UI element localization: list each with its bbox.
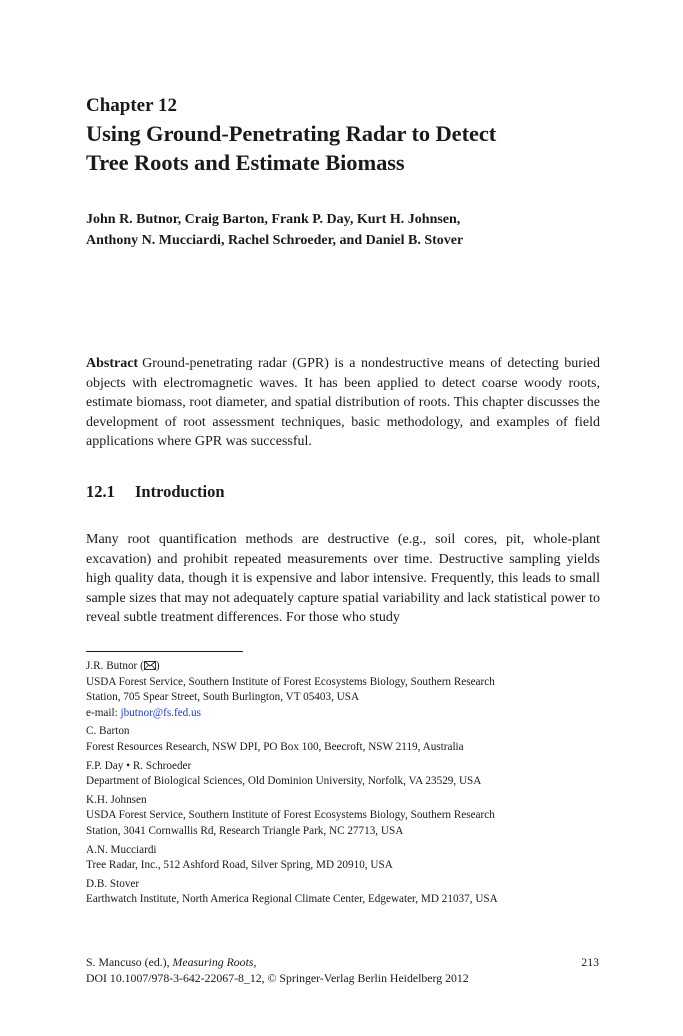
email-line: e-mail: jbutnor@fs.fed.us bbox=[86, 706, 202, 719]
section-body: Many root quantification methods are destructive (e.g., soil cores, pit, whole-plant excavation) and prohibit repeated measurements over time. Destructive sampling yields high quality data, though it is expensive and labor intensive. Frequently, this leads to small sample sizes that may not adequately capture spatial variability and lack statistical power to reveal subtle treatment differences. For those who study bbox=[86, 532, 600, 625]
affiliation-name: A.N. Mucciardi bbox=[86, 843, 157, 856]
author-line: John R. Butnor, Craig Barton, Frank P. Day, Kurt H. Johnsen, bbox=[86, 212, 461, 227]
affiliation-name: F.P. Day • R. Schroeder bbox=[86, 759, 192, 772]
author-line: Anthony N. Mucciardi, Rachel Schroeder, and Daniel B. Stover bbox=[86, 233, 464, 248]
affiliation-line: Department of Biological Sciences, Old Dominion University, Norfolk, VA 23529, USA bbox=[86, 775, 482, 788]
envelope-icon bbox=[144, 661, 156, 670]
affiliation-line: Earthwatch Institute, North America Regional Climate Center, Edgewater, MD 21037, USA bbox=[86, 893, 498, 906]
affiliation-line: Station, 705 Spear Street, South Burlington, VT 05403, USA bbox=[86, 691, 360, 704]
chapter-title-line: Using Ground-Penetrating Radar to Detect bbox=[86, 121, 497, 146]
section-heading bbox=[86, 482, 600, 502]
book-title: Measuring Roots bbox=[172, 955, 254, 969]
affiliation-block bbox=[86, 659, 600, 721]
chapter-title bbox=[86, 119, 600, 177]
affiliation-block bbox=[86, 724, 600, 755]
abstract-text: Ground-penetrating radar (GPR) is a nondestructive means of detecting buried objects with electromagnetic waves. It has been applied to detect coarse woody roots, estimate biomass, root diameter, and spatial distribution of roots. This chapter discusses the development of root assessment techniques, basic methodology, and examples of field applications where GPR was successful. bbox=[86, 356, 600, 449]
abstract bbox=[86, 354, 600, 452]
affiliation-name: K.H. Johnsen bbox=[86, 793, 147, 806]
affiliation-name: C. Barton bbox=[86, 725, 130, 738]
affiliation-block bbox=[86, 877, 600, 908]
affiliation-line: Station, 3041 Cornwallis Rd, Research Triangle Park, NC 27713, USA bbox=[86, 824, 404, 837]
affiliation-block bbox=[86, 793, 600, 840]
affiliation-name: J.R. Butnor ( ) bbox=[86, 660, 160, 672]
affiliation-name: D.B. Stover bbox=[86, 877, 140, 890]
chapter-title-line: Tree Roots and Estimate Biomass bbox=[86, 150, 405, 175]
page-footer bbox=[86, 954, 600, 986]
affiliation-line: USDA Forest Service, Southern Institute of Forest Ecosystems Biology, Southern Research bbox=[86, 809, 495, 822]
section-number: 12.1 bbox=[86, 482, 115, 501]
citation-line: S. Mancuso (ed.), Measuring Roots, bbox=[86, 955, 257, 969]
email-link[interactable]: jbutnor@fs.fed.us bbox=[120, 706, 202, 719]
affiliation-line: USDA Forest Service, Southern Institute of Forest Ecosystems Biology, Southern Research bbox=[86, 675, 495, 688]
doi-line: DOI 10.1007/978-3-642-22067-8_12, © Springer-Verlag Berlin Heidelberg 2012 bbox=[86, 971, 469, 985]
author-list bbox=[86, 209, 600, 251]
affiliations bbox=[86, 659, 600, 911]
footnote-rule bbox=[86, 651, 243, 652]
chapter-label: Chapter 12 bbox=[86, 95, 177, 116]
affiliation-block bbox=[86, 759, 600, 790]
section-title: Introduction bbox=[135, 482, 225, 501]
abstract-label: Abstract bbox=[86, 356, 139, 371]
affiliation-line: Forest Resources Research, NSW DPI, PO Box 100, Beecroft, NSW 2119, Australia bbox=[86, 740, 464, 753]
page-number: 213 bbox=[581, 955, 599, 969]
affiliation-line: Tree Radar, Inc., 512 Ashford Road, Silver Spring, MD 20910, USA bbox=[86, 859, 393, 872]
affiliation-block bbox=[86, 843, 600, 874]
